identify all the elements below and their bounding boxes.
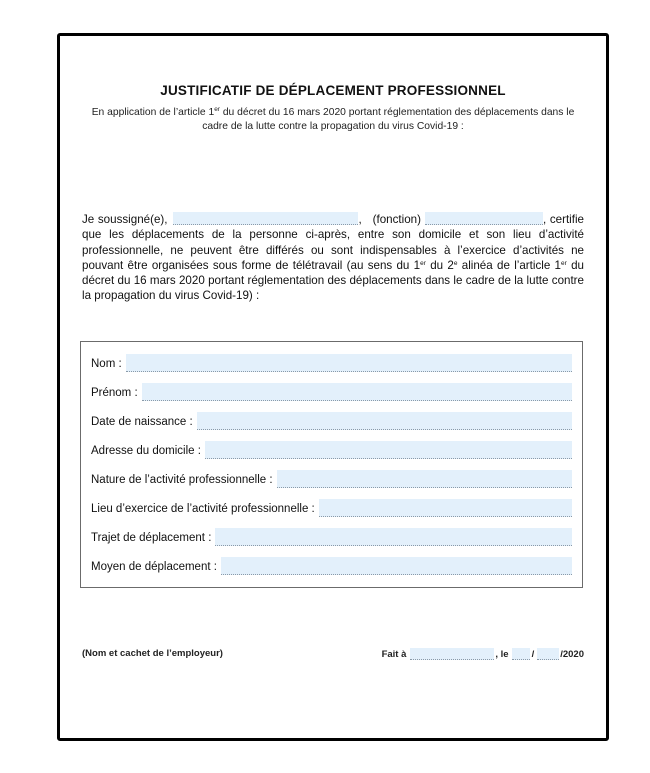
subtitle-text: du décret du 16 mars 2020 portant réglementation des déplacements dans le cadre de la lutte contre la propagation du virus Covid-19 : bbox=[202, 107, 575, 132]
superscript: er bbox=[561, 259, 567, 267]
field-row-moyen bbox=[91, 555, 572, 575]
field-row-trajet bbox=[91, 526, 572, 546]
field-label: Trajet de déplacement : bbox=[91, 532, 212, 544]
field-label: Moyen de déplacement : bbox=[91, 561, 217, 573]
field-row-adresse bbox=[91, 439, 572, 459]
document-subtitle bbox=[90, 106, 576, 134]
prenom-input[interactable] bbox=[142, 383, 572, 401]
field-row-nature-activite bbox=[91, 468, 572, 488]
field-row-prenom bbox=[91, 381, 572, 401]
fonction-label: (fonction) bbox=[372, 213, 421, 226]
field-row-date-naissance bbox=[91, 410, 572, 430]
year-label: /2020 bbox=[560, 649, 584, 660]
document-title: JUSTIFICATIF DE DÉPLACEMENT PROFESSIONNEL bbox=[160, 83, 506, 98]
fait-a-label: Fait à bbox=[381, 649, 407, 660]
day-field[interactable] bbox=[512, 648, 530, 660]
person-details-box bbox=[80, 341, 583, 588]
superscript: e bbox=[453, 259, 458, 267]
moyen-input[interactable] bbox=[221, 557, 572, 575]
field-row-lieu-exercice bbox=[91, 497, 572, 517]
lieu-exercice-input[interactable] bbox=[319, 499, 572, 517]
signature-place-date bbox=[382, 648, 584, 660]
superscript: er bbox=[214, 106, 220, 113]
paragraph-text: alinéa de l’article 1 bbox=[457, 258, 562, 272]
le-label: , le bbox=[495, 649, 509, 660]
field-label: Date de naissance : bbox=[91, 416, 193, 428]
comma: , bbox=[542, 213, 547, 226]
month-field[interactable] bbox=[537, 648, 559, 660]
field-label: Nom : bbox=[91, 358, 122, 370]
employer-stamp-label: (Nom et cachet de l’employeur) bbox=[82, 648, 223, 659]
field-label: Adresse du domicile : bbox=[91, 445, 201, 457]
trajet-input[interactable] bbox=[215, 528, 572, 546]
field-label: Prénom : bbox=[91, 387, 138, 399]
field-row-nom bbox=[91, 352, 572, 372]
comma: , bbox=[358, 213, 362, 226]
date-separator: / bbox=[531, 649, 535, 660]
field-label: Lieu d’exercice de l’activité professionnelle : bbox=[91, 503, 315, 515]
adresse-input[interactable] bbox=[205, 441, 572, 459]
superscript: er bbox=[420, 259, 426, 267]
signatory-name-field[interactable] bbox=[173, 212, 358, 225]
form-page bbox=[57, 33, 609, 741]
certification-paragraph bbox=[82, 212, 584, 304]
field-label: Nature de l’activité professionnelle : bbox=[91, 474, 273, 486]
date-naissance-input[interactable] bbox=[197, 412, 572, 430]
paragraph-text: du décret du 16 mars 2020 portant réglementation des déplacements dans le cadre de la lutte contre la propagation du virus Covid-19) : bbox=[82, 258, 584, 303]
fonction-field[interactable] bbox=[425, 212, 543, 225]
paragraph-text: du 2 bbox=[425, 258, 454, 272]
subtitle-text: En application de l’article 1 bbox=[91, 107, 215, 118]
nom-input[interactable] bbox=[126, 354, 572, 372]
nature-activite-input[interactable] bbox=[277, 470, 572, 488]
paragraph-text: certifie que les déplacements de la personne ci-après, entre son domicile et son lieu d’activité professionnelle, ne peuvent être différés ou sont indispensables à l’exercice d’activités ne pouvant être organisées sous forme de télétravail (au sens du 1 bbox=[82, 213, 584, 272]
je-soussigne-label: Je soussigné(e), bbox=[82, 213, 168, 226]
lieu-field[interactable] bbox=[410, 648, 494, 660]
